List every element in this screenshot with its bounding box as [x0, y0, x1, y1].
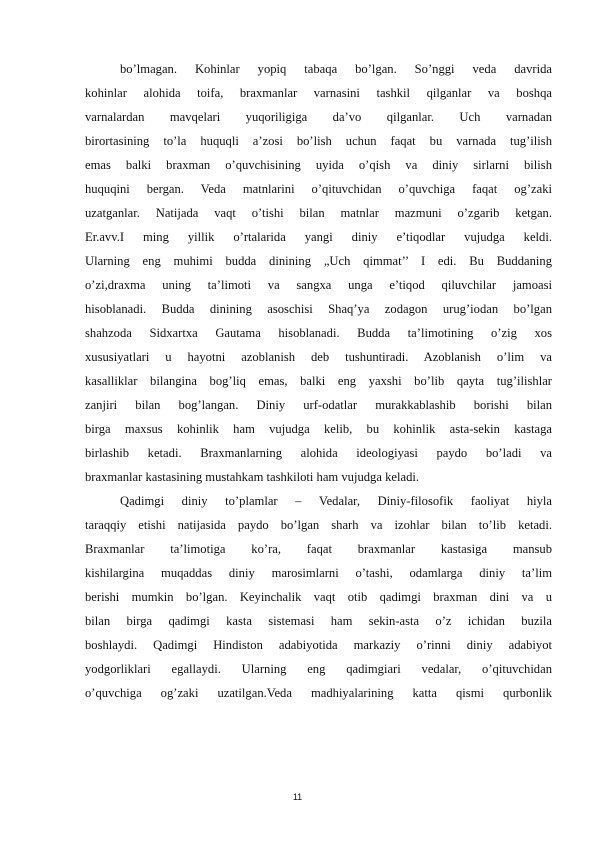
paragraph-1-line-15: zanjiri bilan bog’langan. Diniy urf-odatlar murakkablashib borishi bilan: [85, 398, 552, 412]
paragraph-1-line-1: bo’lmagan. Kohinlar yopiq tabaqa bo’lgan. So’nggi veda davrida: [120, 62, 552, 76]
paragraph-1-line-3: varnalardan mavqelari yuqoriligiga da’vo qilganlar. Uch varnadan: [85, 110, 552, 124]
paragraph-1-line-5: emas balki braxman o’quvchisining uyida o’qish va diniy sirlarni bilish: [85, 158, 552, 172]
paragraph-2-line-5: berishi mumkin bo’lgan. Keyinchalik vaqt otib qadimgi braxman dini va u: [85, 590, 552, 604]
paragraph-1-line-13: xususiyatlari u hayotni azoblanish deb tushuntiradi. Azoblanish o’lim va: [85, 350, 552, 364]
paragraph-1-line-4: birortasining to’la huquqli a’zosi bo’lish uchun faqat bu varnada tug’ilish: [85, 134, 552, 148]
paragraph-1-line-7: uzatganlar. Natijada vaqt o’tishi bilan matnlar mazmuni o’zgarib ketgan.: [85, 206, 552, 220]
body-text: [85, 57, 552, 705]
paragraph-2-line-3: Braxmanlar ta’limotiga ko’ra, faqat braxmanlar kastasiga mansub: [85, 542, 552, 556]
paragraph-2-line-1: Qadimgi diniy to’plamlar – Vedalar, Diniy-filosofik faoliyat hiyla: [120, 494, 552, 508]
paragraph-1-line-18: braxmanlar kastasining mustahkam tashkiloti ham vujudga keladi.: [85, 470, 420, 484]
paragraph-1-line-2: kohinlar alohida toifa, braxmanlar varnasini tashkil qilganlar va boshqa: [85, 86, 552, 100]
page-number: 11: [292, 792, 303, 802]
paragraph-1-line-14: kasalliklar bilangina bog’liq emas, balki eng yaxshi bo’lib qayta tug’ilishlar: [85, 374, 552, 388]
paragraph-1-line-16: birga maxsus kohinlik ham vujudga kelib, bu kohinlik asta-sekin kastaga: [85, 422, 552, 436]
paragraph-2-line-7: boshlaydi. Qadimgi Hindiston adabiyotida markaziy o’rinni diniy adabiyot: [85, 638, 552, 652]
paragraph-2-line-2: taraqqiy etishi natijasida paydo bo’lgan sharh va izohlar bilan to’lib ketadi.: [85, 518, 552, 532]
paragraph-1-line-11: hisoblanadi. Budda dinining asoschisi Shaq’ya zodagon urug’iodan bo’lgan: [85, 302, 552, 316]
paragraph-2-line-8: yodgorliklari egallaydi. Ularning eng qadimgiari vedalar, o’qituvchidan: [85, 662, 552, 676]
paragraph-1-line-6: huquqini bergan. Veda matnlarini o’qituvchidan o’quvchiga faqat og’zaki: [85, 182, 552, 196]
paragraph-1-line-9: Ularning eng muhimi budda dinining „Uch qimmat’’ I edi. Bu Buddaning: [85, 254, 552, 268]
paragraph-1-line-17: birlashib ketadi. Braxmanlarning alohida ideologiyasi paydo bo’ladi va: [85, 446, 552, 460]
paragraph-2-line-9: o’quvchiga og’zaki uzatilgan.Veda madhiyalarining katta qismi qurbonlik: [85, 686, 552, 700]
paragraph-2-line-6: bilan birga qadimgi kasta sistemasi ham sekin-asta o’z ichidan buzila: [85, 614, 552, 628]
paragraph-1-line-8: Er.avv.I ming yillik o’rtalarida yangi diniy e’tiqodlar vujudga keldi.: [85, 230, 552, 244]
paragraph-2-line-4: kishilargina muqaddas diniy marosimlarni o’tashi, odamlarga diniy ta’lim: [85, 566, 552, 580]
paragraph-1-line-10: o’zi,draxma uning ta’limoti va sangxa unga e’tiqod qiluvchilar jamoasi: [85, 278, 552, 292]
paragraph-1-line-12: shahzoda Sidxartxa Gautama hisoblanadi. Budda ta’limotining o’zig xos: [85, 326, 552, 340]
